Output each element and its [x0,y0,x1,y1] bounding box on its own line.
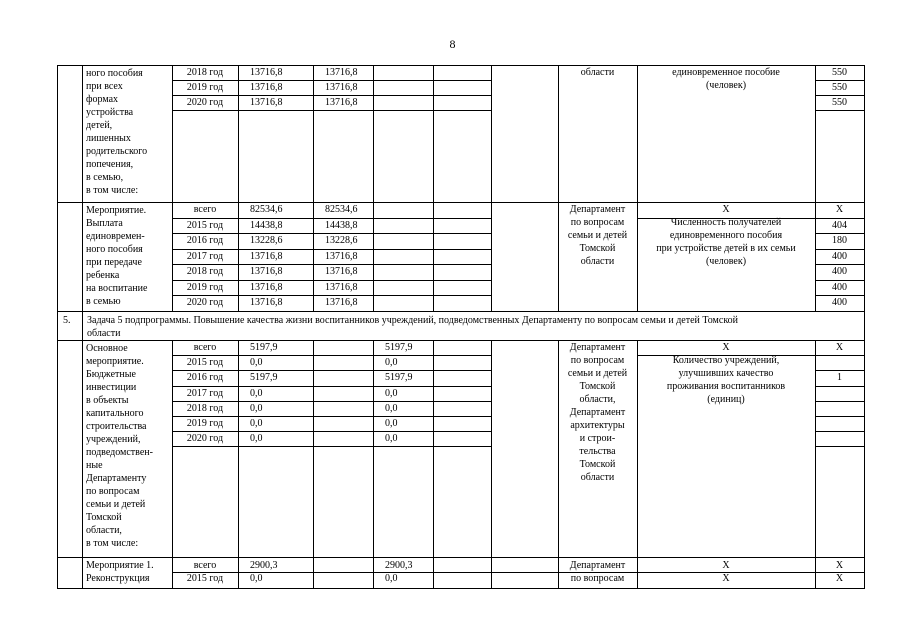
table-rule [558,65,559,203]
table-rule [815,218,865,219]
activity-name-line: на воспитание [86,283,148,294]
activity-name-line: области, [86,525,122,536]
total-cell: 2900,3 [250,560,278,571]
indicator-line: (человек) [705,80,747,91]
total-cell: 0,0 [250,573,263,584]
federal-cell: 13228,6 [325,235,358,246]
total-cell: 82534,6 [250,204,283,215]
table-rule [815,249,865,250]
year-cell: 2018 год [186,402,224,414]
table-rule [815,446,865,447]
federal-cell: 82534,6 [325,204,358,215]
executor-line: Департамент [569,204,626,215]
indicator-x: Х [722,573,730,584]
activity-name-line: строительства [86,421,147,432]
year-cell: 2017 год [186,250,224,262]
table-rule [815,370,865,371]
table-rule [57,202,58,312]
federal-cell: 13716,8 [325,250,358,262]
indicator-line: Количество учреждений, [672,355,780,366]
table-rule [815,386,865,387]
table-rule [373,65,374,203]
table-rule [82,340,83,558]
activity-name-line: в том числе: [86,185,139,196]
indicator-value: 400 [832,250,847,262]
activity-name-line: Департаменту [86,473,147,484]
federal-cell: 13716,8 [325,97,358,108]
indicator-line: единовременное пособие [672,67,780,78]
year-cell: всего [193,560,217,571]
total-cell: 13716,8 [250,281,283,293]
table-rule [433,340,434,558]
activity-name-line: родительского [86,146,148,157]
indicator-value: 550 [832,67,847,78]
indicator-line: улучшивших качество [678,368,774,379]
year-cell: 2020 год [186,433,224,445]
total-cell: 13716,8 [250,297,283,308]
total-cell: 13228,6 [250,235,283,246]
year-cell: 2017 год [186,387,224,399]
task-number: 5. [63,315,71,326]
table-rule [238,65,239,203]
activity-name-line: в том числе: [86,538,139,549]
indicator-line: единовременного пособия [669,230,783,241]
table-rule [864,340,865,558]
table-rule [491,557,492,589]
indicator-x: Х [722,204,730,215]
executor-line: области, [579,394,616,405]
federal-cell: 13716,8 [325,281,358,293]
executor-line: по вопросам [570,217,625,228]
activity-name-line: в семью [86,296,121,307]
federal-cell: 14438,8 [325,219,358,231]
year-cell: 2018 год [186,266,224,277]
table-rule [57,557,58,589]
executor-line: по вопросам [570,573,625,584]
year-cell: 2018 год [186,67,224,78]
table-rule [82,557,83,589]
activity-name-line: Реконструкция [86,573,150,584]
executor-line: семьи и детей [567,230,628,241]
regional-cell: 5197,9 [385,342,413,353]
indicator-value: 400 [832,297,847,308]
regional-cell: 2900,3 [385,560,413,571]
table-rule [57,311,58,341]
activity-name-line: ные [86,460,103,471]
table-rule [815,401,865,402]
executor-line: области [580,256,615,267]
total-cell: 14438,8 [250,219,283,231]
activity-name-line: капитального [86,408,144,419]
table-rule [313,557,314,589]
year-cell: 2015 год [186,573,224,584]
federal-cell: 13716,8 [325,82,358,93]
table-rule [815,416,865,417]
indicator-line: (единиц) [707,394,745,405]
activity-name-line: при всех [86,81,123,92]
activity-name-line: мероприятие. [86,356,144,367]
indicator-line: Численность получателей [670,217,782,228]
table-rule [491,65,492,203]
task-title: Задача 5 подпрограммы. Повышение качества жизни воспитанников учреждений, подведомственных Департаменту по вопросам семьи и детей Томской [87,315,739,326]
regional-cell: 0,0 [385,402,398,414]
table-rule [172,110,492,111]
executor-line: по вопросам [570,355,625,366]
total-cell: 0,0 [250,357,263,369]
regional-cell: 0,0 [385,418,398,429]
activity-name-line: учреждений, [86,434,141,445]
activity-name-line: Мероприятие 1. [86,560,154,571]
table-rule [57,311,865,312]
indicator-value: 404 [832,219,847,231]
activity-name-line: семьи и детей [86,499,146,510]
table-rule [57,557,865,558]
indicator-x: Х [722,560,730,571]
task-title-cont: области [87,328,121,339]
indicator-value: 550 [832,97,847,108]
table-rule [864,557,865,589]
activity-name-line: формах [86,94,119,105]
total-cell: 13716,8 [250,97,283,108]
activity-name-line: детей, [86,120,113,131]
total-cell: 0,0 [250,402,263,414]
table-rule [815,110,865,111]
table-rule [57,588,865,589]
regional-cell: 0,0 [385,387,398,399]
table-rule [815,95,865,96]
table-rule [313,340,314,558]
table-rule [82,311,83,341]
budget-table [57,64,864,588]
executor-line: семьи и детей [567,368,628,379]
executor-line: Департамент [569,560,626,571]
table-rule [815,80,865,81]
activity-name-line: в объекты [86,395,129,406]
table-rule [172,446,492,447]
regional-cell: 0,0 [385,357,398,369]
table-rule [433,557,434,589]
activity-name-line: по вопросам [86,486,140,497]
year-cell: 2019 год [186,418,224,429]
table-rule [815,280,865,281]
indicator-value: Х [835,573,844,584]
table-rule [864,311,865,341]
table-rule [433,65,434,203]
indicator-value: 400 [832,281,847,293]
indicator-value: 1 [837,372,842,384]
table-rule [815,355,865,356]
indicator-line: (человек) [705,256,747,267]
total-cell: 13716,8 [250,266,283,277]
regional-cell: 5197,9 [385,372,413,384]
indicator-value: 180 [832,235,847,246]
total-cell: 0,0 [250,418,263,429]
year-cell: 2019 год [186,281,224,293]
executor-line: Томской [579,243,616,254]
table-rule [815,233,865,234]
total-cell: 5197,9 [250,372,278,384]
indicator-value: Х [835,560,844,571]
year-cell: всего [193,204,217,215]
table-rule [373,557,374,589]
table-rule [815,431,865,432]
activity-name-line: в семью, [86,172,124,183]
executor-line: Томской [579,459,616,470]
executor-line: Департамент [569,407,626,418]
page-number: 8 [449,37,456,51]
indicator-value: 550 [832,82,847,93]
table-rule [815,264,865,265]
table-rule [238,557,239,589]
total-cell: 13716,8 [250,67,283,78]
executor-line: архитектуры [570,420,625,431]
activity-name-line: единовремен- [86,231,145,242]
activity-name-line: лишенных [86,133,131,144]
year-cell: 2019 год [186,82,224,93]
total-cell: 13716,8 [250,82,283,93]
activity-name-line: ного пособия [86,68,143,79]
executor-line: Томской [579,381,616,392]
activity-name-line: подведомствен- [86,447,153,458]
executor-line: области [580,67,615,78]
activity-name-line: Мероприятие. [86,205,147,216]
regional-cell: 0,0 [385,433,398,445]
table-rule [864,65,865,203]
year-cell: 2015 год [186,219,224,231]
executor-line: Департамент [569,342,626,353]
indicator-line: проживания воспитанников [666,381,786,392]
table-rule [313,65,314,203]
executor-line: и строи- [579,433,616,444]
indicator-x: Х [722,342,730,353]
federal-cell: 13716,8 [325,297,358,308]
year-cell: 2015 год [186,357,224,369]
federal-cell: 13716,8 [325,67,358,78]
table-rule [82,202,83,312]
total-cell: 0,0 [250,387,263,399]
executor-line: области [580,472,615,483]
indicator-value: 400 [832,266,847,277]
activity-name-line: попечения, [86,159,134,170]
year-cell: 2020 год [186,297,224,308]
activity-name-line: Выплата [86,218,123,229]
activity-name-line: устройства [86,107,134,118]
activity-name-line: при передаче [86,257,142,268]
regional-cell: 0,0 [385,573,398,584]
total-cell: 5197,9 [250,342,278,353]
table-rule [57,340,58,558]
year-cell: 2016 год [186,372,224,384]
table-rule [815,295,865,296]
activity-name-line: Бюджетные [86,369,136,380]
table-rule [238,340,239,558]
federal-cell: 13716,8 [325,266,358,277]
total-cell: 13716,8 [250,250,283,262]
table-rule [57,65,58,203]
activity-name-line: ного пособия [86,244,143,255]
year-cell: всего [193,342,217,353]
activity-name-line: ребенка [86,270,120,281]
activity-name-line: инвестиции [86,382,137,393]
activity-name-line: Основное [86,343,128,354]
year-cell: 2016 год [186,235,224,246]
table-rule [82,65,83,203]
year-cell: 2020 год [186,97,224,108]
indicator-value: Х [835,204,844,215]
executor-line: тельства [579,446,616,457]
table-rule [373,340,374,558]
indicator-line: при устройстве детей в их семьи [656,243,796,254]
activity-name-line: Томской [86,512,122,523]
indicator-value: Х [835,342,844,353]
total-cell: 0,0 [250,433,263,445]
table-rule [491,340,492,558]
